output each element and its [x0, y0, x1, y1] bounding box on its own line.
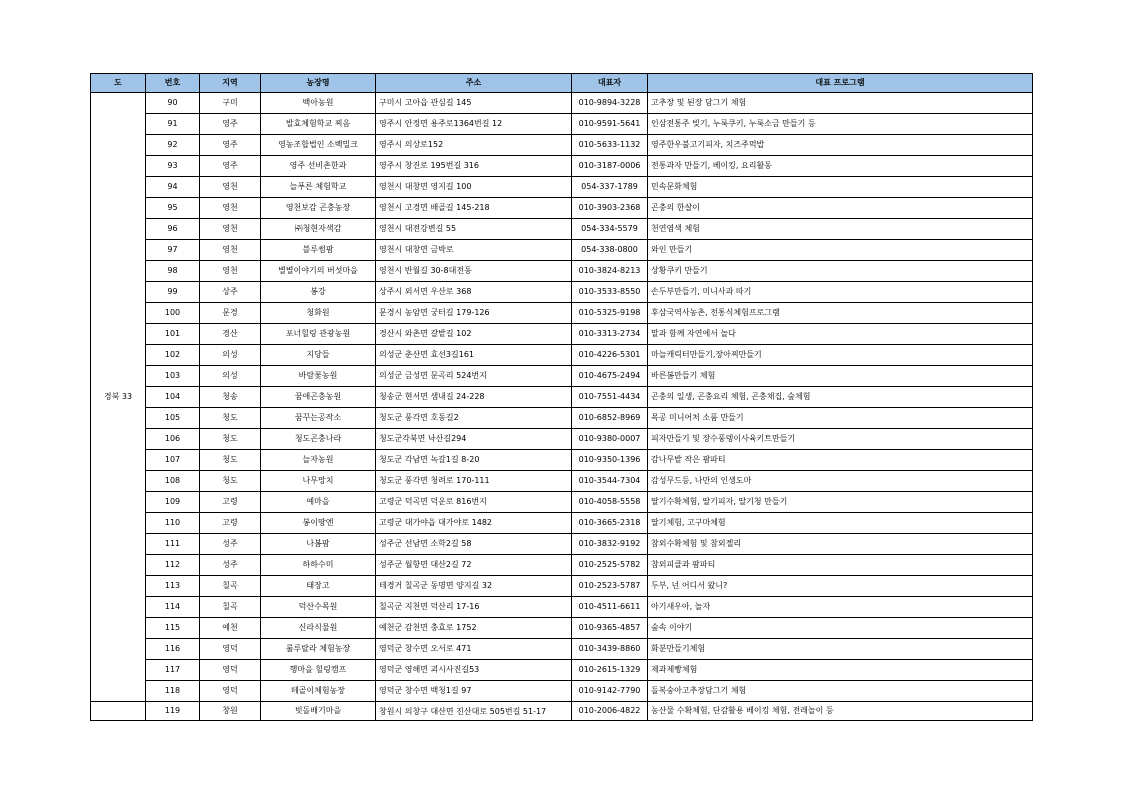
row-farm-name-cell: 태장고 [261, 576, 376, 597]
row-number-cell: 103 [146, 366, 200, 387]
row-address-cell: 청송군 현서면 샘내길 24-228 [376, 387, 572, 408]
row-farm-name-cell: 빗돌배기마을 [261, 702, 376, 721]
row-number-cell: 113 [146, 576, 200, 597]
row-address-cell: 영천시 대창면 금박로 [376, 240, 572, 261]
row-address-cell: 고령군 대가야읍 대가야로 1482 [376, 513, 572, 534]
province-cell-empty [91, 702, 146, 721]
row-number-cell: 108 [146, 471, 200, 492]
row-address-cell: 영천시 고경면 배골길 145-218 [376, 198, 572, 219]
row-farm-name-cell: 영주 선비촌한과 [261, 156, 376, 177]
row-farm-name-cell: 떼골이체험농장 [261, 681, 376, 702]
row-region-cell: 성주 [200, 555, 261, 576]
row-program-cell: 인삼전통주 빚기, 누룩쿠키, 누룩소금 만들기 등 [648, 114, 1033, 135]
row-program-cell: 곤충의 한살이 [648, 198, 1033, 219]
row-farm-name-cell: 포너힐링 관광농원 [261, 324, 376, 345]
row-phone-cell: 010-3187-0006 [572, 156, 648, 177]
row-program-cell: 바른봄만들기 체험 [648, 366, 1033, 387]
row-phone-cell: 010-9142-7790 [572, 681, 648, 702]
row-farm-name-cell: 영천보감 곤충농장 [261, 198, 376, 219]
row-program-cell: 감성무드등, 나만의 인생도마 [648, 471, 1033, 492]
row-number-cell: 102 [146, 345, 200, 366]
row-address-cell: 청도군각북면 낙산길294 [376, 429, 572, 450]
row-program-cell: 숲속 이야기 [648, 618, 1033, 639]
row-region-cell: 청도 [200, 408, 261, 429]
row-region-cell: 창원 [200, 702, 261, 721]
table-row [91, 156, 1033, 177]
row-phone-cell: 010-5633-1132 [572, 135, 648, 156]
row-address-cell: 영주시 의상로152 [376, 135, 572, 156]
table-row [91, 492, 1033, 513]
row-farm-name-cell: 블루썸팜 [261, 240, 376, 261]
row-program-cell: 화분만들기체험 [648, 639, 1033, 660]
row-program-cell: 민속문화체험 [648, 177, 1033, 198]
row-farm-name-cell: 지당들 [261, 345, 376, 366]
row-address-cell: 칠곡군 지천면 덕산리 17-16 [376, 597, 572, 618]
row-number-cell: 90 [146, 93, 200, 114]
row-phone-cell: 010-9591-5641 [572, 114, 648, 135]
row-region-cell: 경산 [200, 324, 261, 345]
row-phone-cell: 010-3544-7304 [572, 471, 648, 492]
row-address-cell: 상주시 외서면 우산로 368 [376, 282, 572, 303]
row-phone-cell: 010-3533-8550 [572, 282, 648, 303]
table-row [91, 660, 1033, 681]
row-region-cell: 청송 [200, 387, 261, 408]
row-number-cell: 112 [146, 555, 200, 576]
row-farm-name-cell: 늘푸른 체험학교 [261, 177, 376, 198]
table-row [91, 618, 1033, 639]
row-phone-cell: 010-3832-9192 [572, 534, 648, 555]
row-address-cell: 영주시 안정면 용주로1364번길 12 [376, 114, 572, 135]
row-number-cell: 115 [146, 618, 200, 639]
row-address-cell: 청도군 풍각면 호동길2 [376, 408, 572, 429]
row-address-cell: 영덕군 창수면 백청1길 97 [376, 681, 572, 702]
row-phone-cell: 010-4058-5558 [572, 492, 648, 513]
row-address-cell: 성주군 월항면 대산2길 72 [376, 555, 572, 576]
row-phone-cell: 010-9894-3228 [572, 93, 648, 114]
row-farm-name-cell: 늘자농원 [261, 450, 376, 471]
province-cell: 경북 33 [91, 93, 146, 702]
table-row [91, 639, 1033, 660]
row-number-cell: 98 [146, 261, 200, 282]
table-row [91, 303, 1033, 324]
row-phone-cell: 010-3824-8213 [572, 261, 648, 282]
row-region-cell: 영천 [200, 240, 261, 261]
row-region-cell: 칠곡 [200, 576, 261, 597]
row-address-cell: 영덕군 창수면 오서로 471 [376, 639, 572, 660]
row-farm-name-cell: 영농조합법인 소백밀크 [261, 135, 376, 156]
row-number-cell: 97 [146, 240, 200, 261]
row-phone-cell: 010-4675-2494 [572, 366, 648, 387]
table-row [91, 387, 1033, 408]
row-program-cell: 천연염색 체험 [648, 219, 1033, 240]
row-number-cell: 117 [146, 660, 200, 681]
row-farm-name-cell: 나봄팜 [261, 534, 376, 555]
row-program-cell: 곤충의 일생, 곤충요리 체험, 곤충채집, 숲체험 [648, 387, 1033, 408]
row-phone-cell: 054-338-0800 [572, 240, 648, 261]
row-region-cell: 문경 [200, 303, 261, 324]
row-phone-cell: 010-4226-5301 [572, 345, 648, 366]
row-phone-cell: 010-7551-4434 [572, 387, 648, 408]
row-region-cell: 영천 [200, 177, 261, 198]
row-address-cell: 의성군 춘산면 효선3길161 [376, 345, 572, 366]
row-address-cell: 성주군 선남면 소학2길 58 [376, 534, 572, 555]
row-number-cell: 92 [146, 135, 200, 156]
row-address-cell: 창원시 의창구 대산면 진산대로 505번길 51-17 [376, 702, 572, 721]
table-row [91, 114, 1033, 135]
table-row [91, 576, 1033, 597]
row-phone-cell: 010-5325-9198 [572, 303, 648, 324]
row-region-cell: 고령 [200, 513, 261, 534]
row-phone-cell: 010-3903-2368 [572, 198, 648, 219]
row-farm-name-cell: 청도곤충나라 [261, 429, 376, 450]
table-row [91, 450, 1033, 471]
row-farm-name-cell: 꿈애곤충농원 [261, 387, 376, 408]
row-region-cell: 영주 [200, 156, 261, 177]
row-farm-name-cell: 룰루랄라 체험농장 [261, 639, 376, 660]
row-region-cell: 의성 [200, 366, 261, 387]
row-region-cell: 영덕 [200, 639, 261, 660]
row-program-cell: 후삼국역사농촌, 전통식체험프로그램 [648, 303, 1033, 324]
table-body [91, 93, 1033, 721]
row-program-cell: 와인 만들기 [648, 240, 1033, 261]
row-region-cell: 의성 [200, 345, 261, 366]
row-farm-name-cell: 별별이야기의 버섯마을 [261, 261, 376, 282]
row-address-cell: 고령군 덕곡면 덕운로 816번지 [376, 492, 572, 513]
row-address-cell: 테경거 칠곡군 동명면 양지길 32 [376, 576, 572, 597]
row-program-cell: 영주한우불고기피자, 치즈주먹밥 [648, 135, 1033, 156]
row-region-cell: 영천 [200, 198, 261, 219]
row-phone-cell: 054-337-1789 [572, 177, 648, 198]
row-address-cell: 의성군 금성면 문곡리 524번지 [376, 366, 572, 387]
row-farm-name-cell: 바람꽃농원 [261, 366, 376, 387]
header-address: 주소 [376, 74, 572, 93]
row-region-cell: 영천 [200, 219, 261, 240]
row-address-cell: 영덕군 영해면 괴시사진길53 [376, 660, 572, 681]
row-address-cell: 영천시 대전강변길 55 [376, 219, 572, 240]
row-number-cell: 96 [146, 219, 200, 240]
table-row [91, 366, 1033, 387]
row-region-cell: 청도 [200, 429, 261, 450]
row-phone-cell: 054-334-5579 [572, 219, 648, 240]
row-region-cell: 영천 [200, 261, 261, 282]
table-row [91, 261, 1033, 282]
header-representative: 대표자 [572, 74, 648, 93]
row-phone-cell: 010-2523-5787 [572, 576, 648, 597]
row-region-cell: 영주 [200, 114, 261, 135]
header-province: 도 [91, 74, 146, 93]
table-row [91, 471, 1033, 492]
row-region-cell: 구미 [200, 93, 261, 114]
table-row [91, 93, 1033, 114]
row-farm-name-cell: 행마을 힐링캠프 [261, 660, 376, 681]
row-number-cell: 116 [146, 639, 200, 660]
table-row [91, 597, 1033, 618]
row-number-cell: 119 [146, 702, 200, 721]
row-program-cell: 두부, 넌 어디서 왔니? [648, 576, 1033, 597]
row-farm-name-cell: 백아농원 [261, 93, 376, 114]
row-address-cell: 영천시 대창면 영지길 100 [376, 177, 572, 198]
table-row [91, 282, 1033, 303]
table-row [91, 198, 1033, 219]
row-farm-name-cell: 청화원 [261, 303, 376, 324]
table-row [91, 513, 1033, 534]
header-program: 대표 프로그램 [648, 74, 1033, 93]
row-program-cell: 목공 미니어처 소품 만들기 [648, 408, 1033, 429]
header-region: 지역 [200, 74, 261, 93]
row-number-cell: 106 [146, 429, 200, 450]
row-program-cell: 전통과자 만들기, 베이킹, 요리활동 [648, 156, 1033, 177]
row-region-cell: 상주 [200, 282, 261, 303]
row-program-cell: 손두부만들기, 미니사과 따기 [648, 282, 1033, 303]
row-program-cell: 농산물 수확체험, 단감활용 베이킹 체험, 전래놀이 등 [648, 702, 1033, 721]
row-address-cell: 구미시 고아읍 관심길 145 [376, 93, 572, 114]
row-phone-cell: 010-9365-4857 [572, 618, 648, 639]
table-row [91, 240, 1033, 261]
row-phone-cell: 010-2615-1329 [572, 660, 648, 681]
row-program-cell: 참외피클과 팜파티 [648, 555, 1033, 576]
row-phone-cell: 010-3665-2318 [572, 513, 648, 534]
row-phone-cell: 010-2006-4822 [572, 702, 648, 721]
row-program-cell: 감나무밭 작은 팜파티 [648, 450, 1033, 471]
row-region-cell: 고령 [200, 492, 261, 513]
table-row [91, 429, 1033, 450]
row-phone-cell: 010-9380-0007 [572, 429, 648, 450]
row-address-cell: 예천군 감천면 충효로 1752 [376, 618, 572, 639]
row-phone-cell: 010-3313-2734 [572, 324, 648, 345]
row-phone-cell: 010-2525-5782 [572, 555, 648, 576]
header-row [91, 74, 1033, 93]
row-program-cell: 돌복숭아고추장담그기 체험 [648, 681, 1033, 702]
row-farm-name-cell: 덕산수목원 [261, 597, 376, 618]
row-number-cell: 109 [146, 492, 200, 513]
row-number-cell: 110 [146, 513, 200, 534]
row-phone-cell: 010-4511-6611 [572, 597, 648, 618]
table-row [91, 534, 1033, 555]
row-program-cell: 참외수확체험 및 참외젤리 [648, 534, 1033, 555]
row-program-cell: 마늘캐릭터만들기,장아찌만들기 [648, 345, 1033, 366]
row-number-cell: 99 [146, 282, 200, 303]
row-farm-name-cell: 예마을 [261, 492, 376, 513]
row-program-cell: 말과 함께 자연에서 놀다 [648, 324, 1033, 345]
table-row [91, 177, 1033, 198]
table-row [91, 681, 1033, 702]
row-phone-cell: 010-9350-1396 [572, 450, 648, 471]
row-number-cell: 114 [146, 597, 200, 618]
row-farm-name-cell: 나무망치 [261, 471, 376, 492]
row-address-cell: 경산시 와촌면 갈밭길 102 [376, 324, 572, 345]
row-number-cell: 100 [146, 303, 200, 324]
row-farm-name-cell: 하하수미 [261, 555, 376, 576]
row-farm-name-cell: ㈜청현자색감 [261, 219, 376, 240]
row-program-cell: 피자만들기 및 장수풍뎅이사육키트만들기 [648, 429, 1033, 450]
row-farm-name-cell: 봉강 [261, 282, 376, 303]
row-program-cell: 고추장 및 된장 담그기 체험 [648, 93, 1033, 114]
row-program-cell: 제과제빵체험 [648, 660, 1033, 681]
row-region-cell: 예천 [200, 618, 261, 639]
row-region-cell: 영주 [200, 135, 261, 156]
row-address-cell: 문경시 농암면 궁터길 179-126 [376, 303, 572, 324]
row-phone-cell: 010-3439-8860 [572, 639, 648, 660]
row-number-cell: 105 [146, 408, 200, 429]
row-phone-cell: 010-6852-8969 [572, 408, 648, 429]
row-number-cell: 91 [146, 114, 200, 135]
table-row [91, 219, 1033, 240]
row-number-cell: 118 [146, 681, 200, 702]
row-region-cell: 성주 [200, 534, 261, 555]
row-farm-name-cell: 발효체험학교 찌음 [261, 114, 376, 135]
header-number: 번호 [146, 74, 200, 93]
row-program-cell: 딸기체험, 고구마체험 [648, 513, 1033, 534]
table-row [91, 702, 1033, 721]
row-region-cell: 청도 [200, 471, 261, 492]
table-row [91, 324, 1033, 345]
farm-table [90, 73, 1033, 721]
row-program-cell: 상황쿠키 만들기 [648, 261, 1033, 282]
row-farm-name-cell: 봉이땅엔 [261, 513, 376, 534]
row-farm-name-cell: 신라식물원 [261, 618, 376, 639]
row-address-cell: 영천시 반월길 30-8대전동 [376, 261, 572, 282]
row-address-cell: 영주시 창진로 195번길 316 [376, 156, 572, 177]
header-farm-name: 농장명 [261, 74, 376, 93]
row-number-cell: 107 [146, 450, 200, 471]
table-row [91, 135, 1033, 156]
row-number-cell: 104 [146, 387, 200, 408]
row-program-cell: 딸기수확체험, 딸기피자, 딸기청 만들기 [648, 492, 1033, 513]
row-address-cell: 청도군 각남면 녹갈1길 8-20 [376, 450, 572, 471]
table-row [91, 408, 1033, 429]
row-address-cell: 청도군 풍각면 청려로 170-111 [376, 471, 572, 492]
table-row [91, 555, 1033, 576]
table-row [91, 345, 1033, 366]
row-region-cell: 영덕 [200, 681, 261, 702]
row-number-cell: 94 [146, 177, 200, 198]
row-region-cell: 칠곡 [200, 597, 261, 618]
row-number-cell: 101 [146, 324, 200, 345]
row-number-cell: 111 [146, 534, 200, 555]
row-farm-name-cell: 꿈꾸는공작소 [261, 408, 376, 429]
row-number-cell: 93 [146, 156, 200, 177]
row-region-cell: 영덕 [200, 660, 261, 681]
row-program-cell: 아기새우아, 놀자 [648, 597, 1033, 618]
row-region-cell: 청도 [200, 450, 261, 471]
row-number-cell: 95 [146, 198, 200, 219]
